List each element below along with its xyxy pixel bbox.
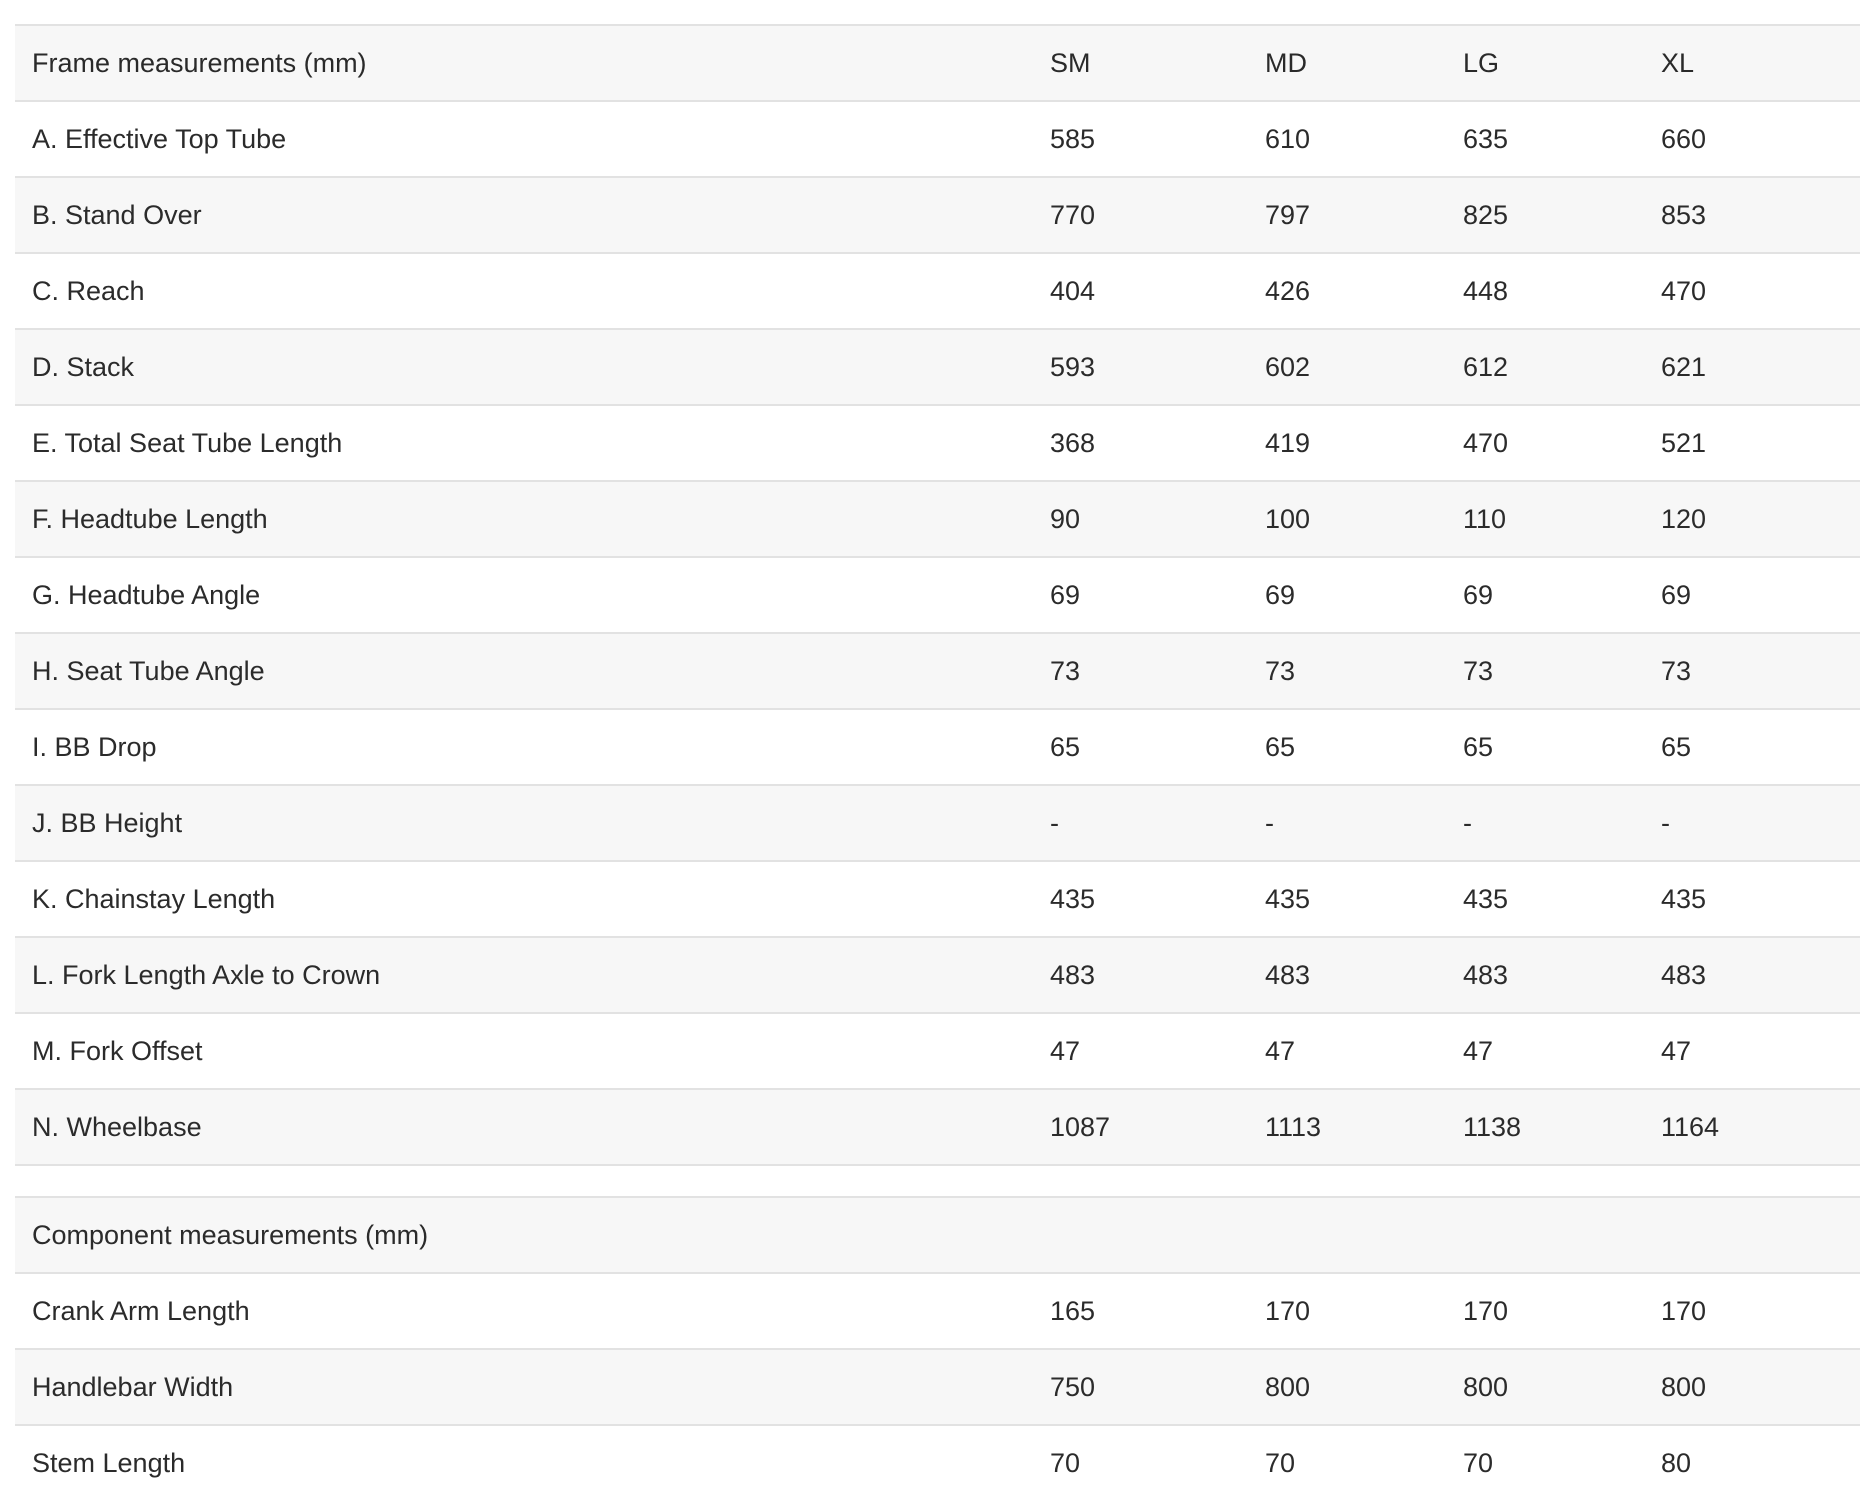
table-row <box>15 253 1860 329</box>
row-label: M. Fork Offset <box>15 1013 1050 1089</box>
cell-lg: - <box>1463 785 1661 861</box>
cell-sm: 770 <box>1050 177 1265 253</box>
row-label: L. Fork Length Axle to Crown <box>15 937 1050 1013</box>
row-label: H. Seat Tube Angle <box>15 633 1050 709</box>
row-label: Handlebar Width <box>15 1349 1050 1425</box>
table-row <box>15 785 1860 861</box>
cell-md: 65 <box>1265 709 1463 785</box>
cell-md: 435 <box>1265 861 1463 937</box>
row-label: N. Wheelbase <box>15 1089 1050 1165</box>
cell-md: - <box>1265 785 1463 861</box>
cell-md: 610 <box>1265 101 1463 177</box>
row-label: J. BB Height <box>15 785 1050 861</box>
table-row <box>15 557 1860 633</box>
cell-sm: 435 <box>1050 861 1265 937</box>
cell-sm: 483 <box>1050 937 1265 1013</box>
cell-md: 69 <box>1265 557 1463 633</box>
cell-sm: 750 <box>1050 1349 1265 1425</box>
cell-sm: 404 <box>1050 253 1265 329</box>
cell-xl: 621 <box>1661 329 1860 405</box>
cell-xl: 47 <box>1661 1013 1860 1089</box>
size-header-sm: SM <box>1050 25 1265 101</box>
cell-sm: 585 <box>1050 101 1265 177</box>
cell-xl: 435 <box>1661 861 1860 937</box>
cell-xl: 483 <box>1661 937 1860 1013</box>
frame-section-title: Frame measurements (mm) <box>15 25 1050 101</box>
table-row <box>15 1013 1860 1089</box>
component-section-title: Component measurements (mm) <box>15 1197 1050 1273</box>
cell-xl: 73 <box>1661 633 1860 709</box>
cell-md: 1113 <box>1265 1089 1463 1165</box>
row-label: C. Reach <box>15 253 1050 329</box>
cell-md: 70 <box>1265 1447 1296 1478</box>
cell-lg: 800 <box>1463 1349 1661 1425</box>
table-row <box>15 633 1860 709</box>
cell-xl: - <box>1661 785 1860 861</box>
cell-md: 483 <box>1265 937 1463 1013</box>
cell-xl: 120 <box>1661 481 1860 557</box>
geometry-table <box>15 0 1860 1500</box>
cell-md: 800 <box>1265 1349 1463 1425</box>
table-row <box>15 481 1860 557</box>
row-label: Stem Length <box>32 1447 186 1478</box>
cell-xl: 170 <box>1661 1273 1860 1349</box>
cell-lg: 47 <box>1463 1013 1661 1089</box>
row-label: G. Headtube Angle <box>15 557 1050 633</box>
cell-lg: 612 <box>1463 329 1661 405</box>
cell-lg: 470 <box>1463 405 1661 481</box>
cell-md: 170 <box>1265 1273 1463 1349</box>
size-header-lg: LG <box>1463 25 1661 101</box>
cell-sm: - <box>1050 785 1265 861</box>
cell-xl: 853 <box>1661 177 1860 253</box>
cell-sm: 73 <box>1050 633 1265 709</box>
cell-lg: 70 <box>1463 1447 1494 1478</box>
cell-xl: 660 <box>1661 101 1860 177</box>
cell-sm: 90 <box>1050 481 1265 557</box>
cell-lg: 635 <box>1463 101 1661 177</box>
table-row <box>15 329 1860 405</box>
cell-sm: 368 <box>1050 405 1265 481</box>
row-label: Crank Arm Length <box>15 1273 1050 1349</box>
row-label: B. Stand Over <box>15 177 1050 253</box>
cell-sm: 593 <box>1050 329 1265 405</box>
cell-lg: 435 <box>1463 861 1661 937</box>
row-label: D. Stack <box>15 329 1050 405</box>
table-row <box>15 1273 1860 1349</box>
table-row <box>15 177 1860 253</box>
cell-lg: 65 <box>1463 709 1661 785</box>
cell-xl: 65 <box>1661 709 1860 785</box>
cell-xl: 800 <box>1661 1349 1860 1425</box>
row-label: I. BB Drop <box>15 709 1050 785</box>
cell-md: 73 <box>1265 633 1463 709</box>
cell-xl: 80 <box>1661 1447 1692 1478</box>
frame-header-row <box>15 25 1860 101</box>
row-label: E. Total Seat Tube Length <box>15 405 1050 481</box>
row-label: K. Chainstay Length <box>15 861 1050 937</box>
cell-sm: 165 <box>1050 1273 1265 1349</box>
table-row <box>15 709 1860 785</box>
table-row <box>15 1425 1860 1500</box>
cell-lg: 110 <box>1463 481 1661 557</box>
table-row <box>15 101 1860 177</box>
size-header-xl: XL <box>1661 25 1860 101</box>
cell-lg: 483 <box>1463 937 1661 1013</box>
cell-sm: 69 <box>1050 557 1265 633</box>
cell-xl: 470 <box>1661 253 1860 329</box>
row-label: A. Effective Top Tube <box>15 101 1050 177</box>
cell-lg: 170 <box>1463 1273 1661 1349</box>
table-row <box>15 861 1860 937</box>
cell-xl: 521 <box>1661 405 1860 481</box>
cell-md: 602 <box>1265 329 1463 405</box>
cell-lg: 69 <box>1463 557 1661 633</box>
cell-lg: 1138 <box>1463 1089 1661 1165</box>
cell-md: 426 <box>1265 253 1463 329</box>
cell-lg: 448 <box>1463 253 1661 329</box>
cell-sm: 65 <box>1050 709 1265 785</box>
row-label: F. Headtube Length <box>15 481 1050 557</box>
cell-xl: 1164 <box>1661 1089 1860 1165</box>
table-row <box>15 937 1860 1013</box>
table-row <box>15 405 1860 481</box>
table-row <box>15 1089 1860 1165</box>
cell-lg: 825 <box>1463 177 1661 253</box>
cell-md: 47 <box>1265 1013 1463 1089</box>
cell-lg: 73 <box>1463 633 1661 709</box>
cell-md: 419 <box>1265 405 1463 481</box>
cell-md: 797 <box>1265 177 1463 253</box>
component-header-row <box>15 1197 1860 1273</box>
size-header-md: MD <box>1265 25 1463 101</box>
cell-sm: 1087 <box>1050 1089 1265 1165</box>
cell-sm: 47 <box>1050 1013 1265 1089</box>
table-row <box>15 1349 1860 1425</box>
cell-xl: 69 <box>1661 557 1860 633</box>
cell-sm: 70 <box>1050 1447 1081 1478</box>
cell-md: 100 <box>1265 481 1463 557</box>
